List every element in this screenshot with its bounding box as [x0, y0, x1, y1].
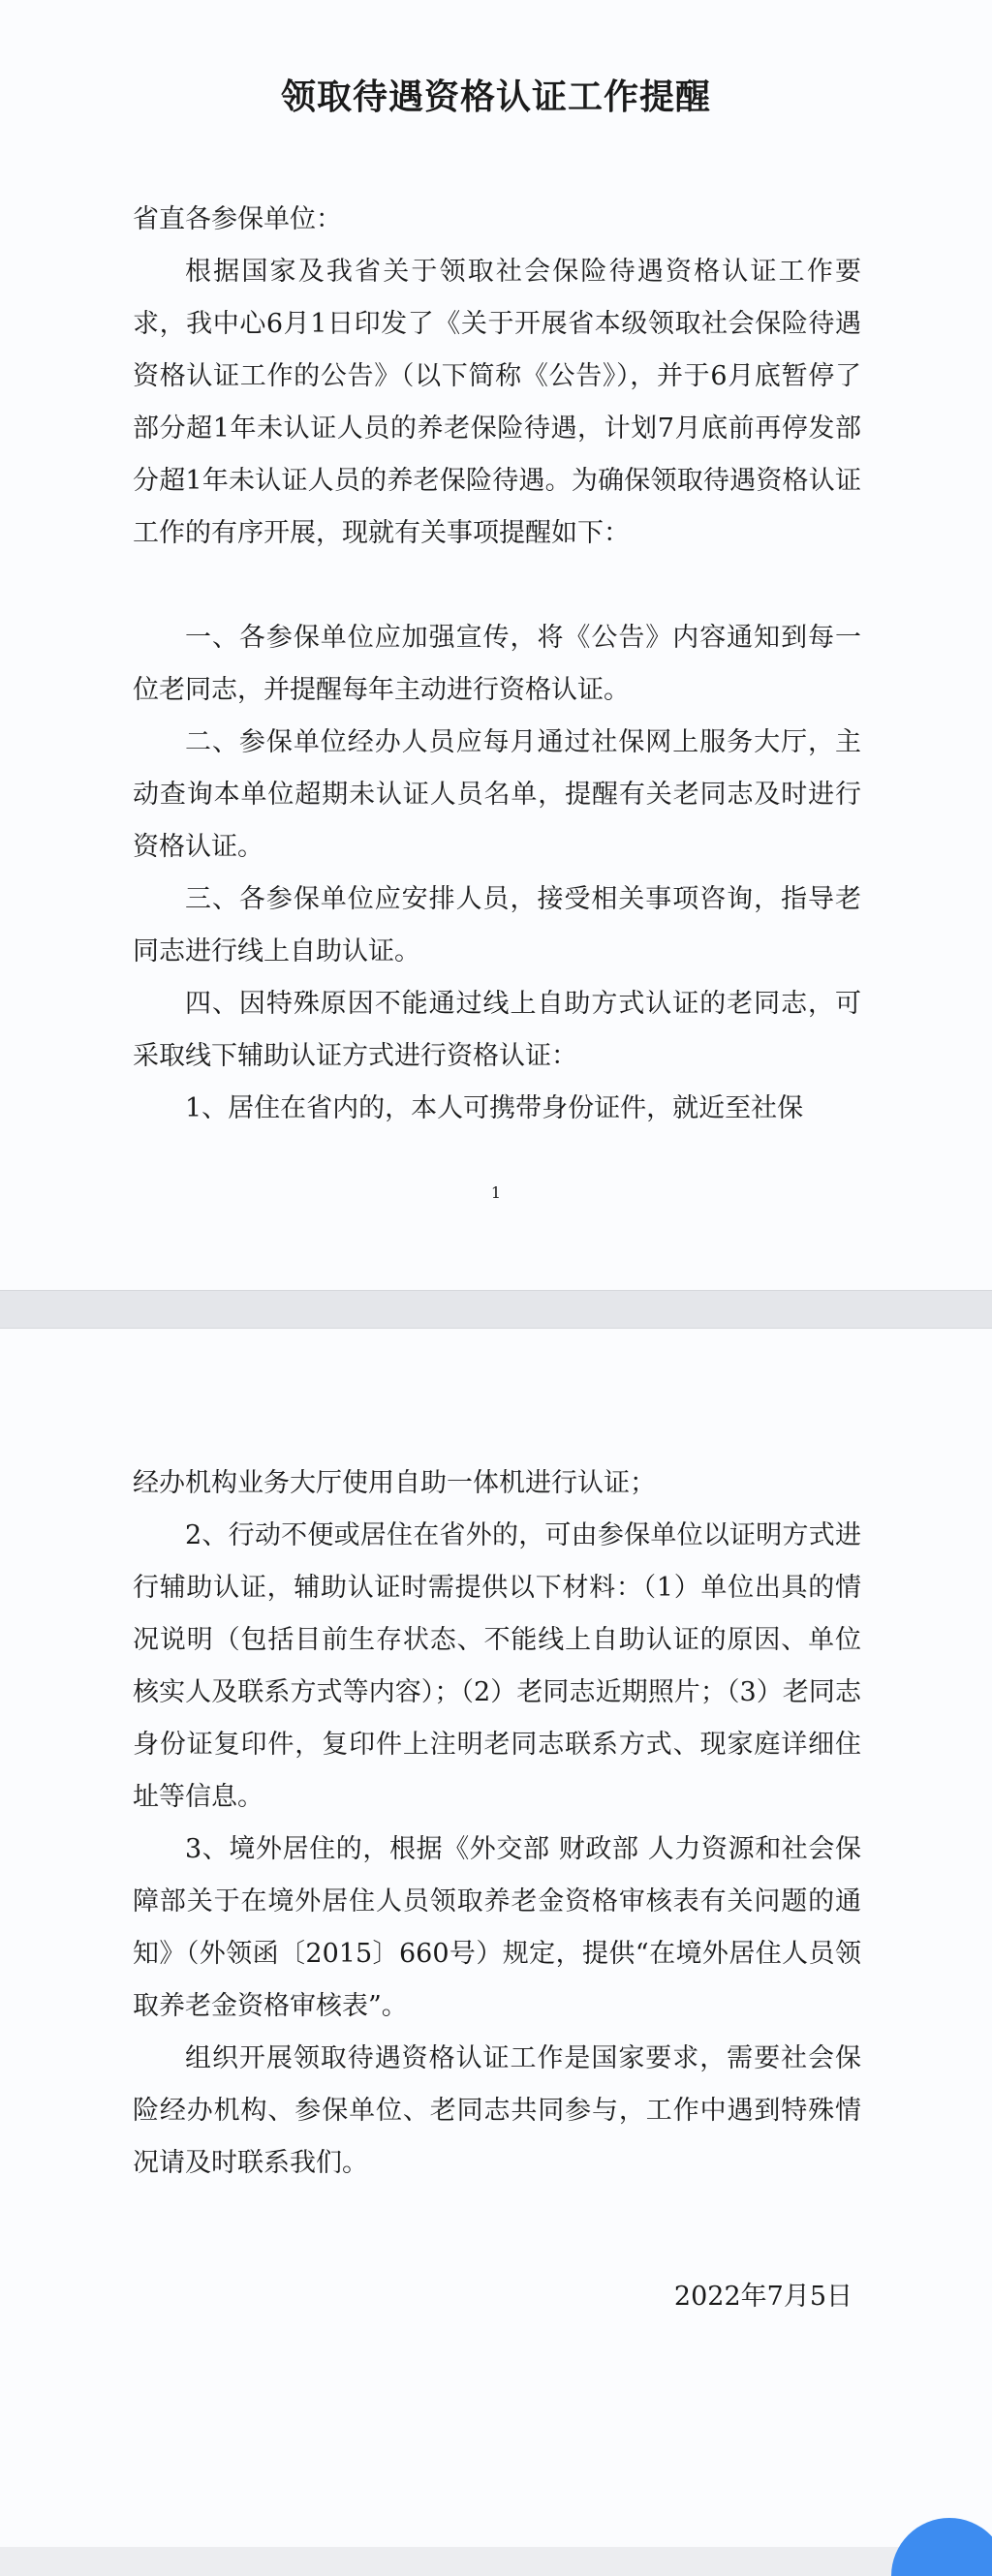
document-title: 领取待遇资格认证工作提醒 — [280, 77, 711, 117]
paragraph-intro: 根据国家及我省关于领取社会保险待遇资格认证工作要求，我中心6月1日印发了《关于开展省本级领取社会保险待遇资格认证工作的公告》（以下简称《公告》），并于6月底暂停了部分超1年未认证人员的养老保险待遇，计划7月底前再停发部分超1年未认证人员的养老保险待遇。为确保领取待遇资格认证工作的有序开展，现就有关事项提醒如下： — [133, 257, 861, 548]
page-number: 1 — [490, 1183, 502, 1202]
paragraph-item-2: 二、参保单位经办人员应每月通过社保网上服务大厅，主动查询本单位超期未认证人员名单，提醒有关老同志及时进行资格认证。 — [133, 727, 861, 862]
paragraph-item-3: 三、各参保单位应安排人员，接受相关事项咨询，指导老同志进行线上自助认证。 — [133, 884, 861, 966]
paragraph-subitem-1-start: 1、居住在省内的，本人可携带身份证件，就近至社保 — [185, 1093, 804, 1123]
salutation: 省直各参保单位： — [133, 204, 342, 234]
paragraph-item-1: 一、各参保单位应加强宣传，将《公告》内容通知到每一位老同志，并提醒每年主动进行资格认证。 — [133, 623, 861, 705]
document-date: 2022年7月5日 — [673, 2282, 852, 2312]
paragraph-item-4: 四、因特殊原因不能通过线上自助方式认证的老同志，可采取线下辅助认证方式进行资格认证： — [133, 989, 861, 1071]
page-separator — [0, 1290, 992, 1329]
paragraph-subitem-2: 2、行动不便或居住在省外的，可由参保单位以证明方式进行辅助认证，辅助认证时需提供以下材料：（1）单位出具的情况说明（包括目前生存状态、不能线上自助认证的原因、单位核实人及联系方式等内容）；（2）老同志近期照片；（3）老同志身份证复印件，复印件上注明老同志联系方式、现家庭详细住址等信息。 — [133, 1520, 861, 1812]
paragraph-subitem-1-continued: 经办机构业务大厅使用自助一体机进行认证； — [133, 1468, 656, 1498]
paragraph-closing: 组织开展领取待遇资格认证工作是国家要求，需要社会保险经办机构、参保单位、老同志共同参与，工作中遇到特殊情况请及时联系我们。 — [133, 2043, 861, 2178]
paragraph-subitem-3: 3、境外居住的，根据《外交部 财政部 人力资源和社会保障部关于在境外居住人员领取养老金资格审核表有关问题的通知》（外领函〔2015〕660号）规定，提供“在境外居住人员领取养老金资格审核表”。 — [133, 1834, 861, 2021]
